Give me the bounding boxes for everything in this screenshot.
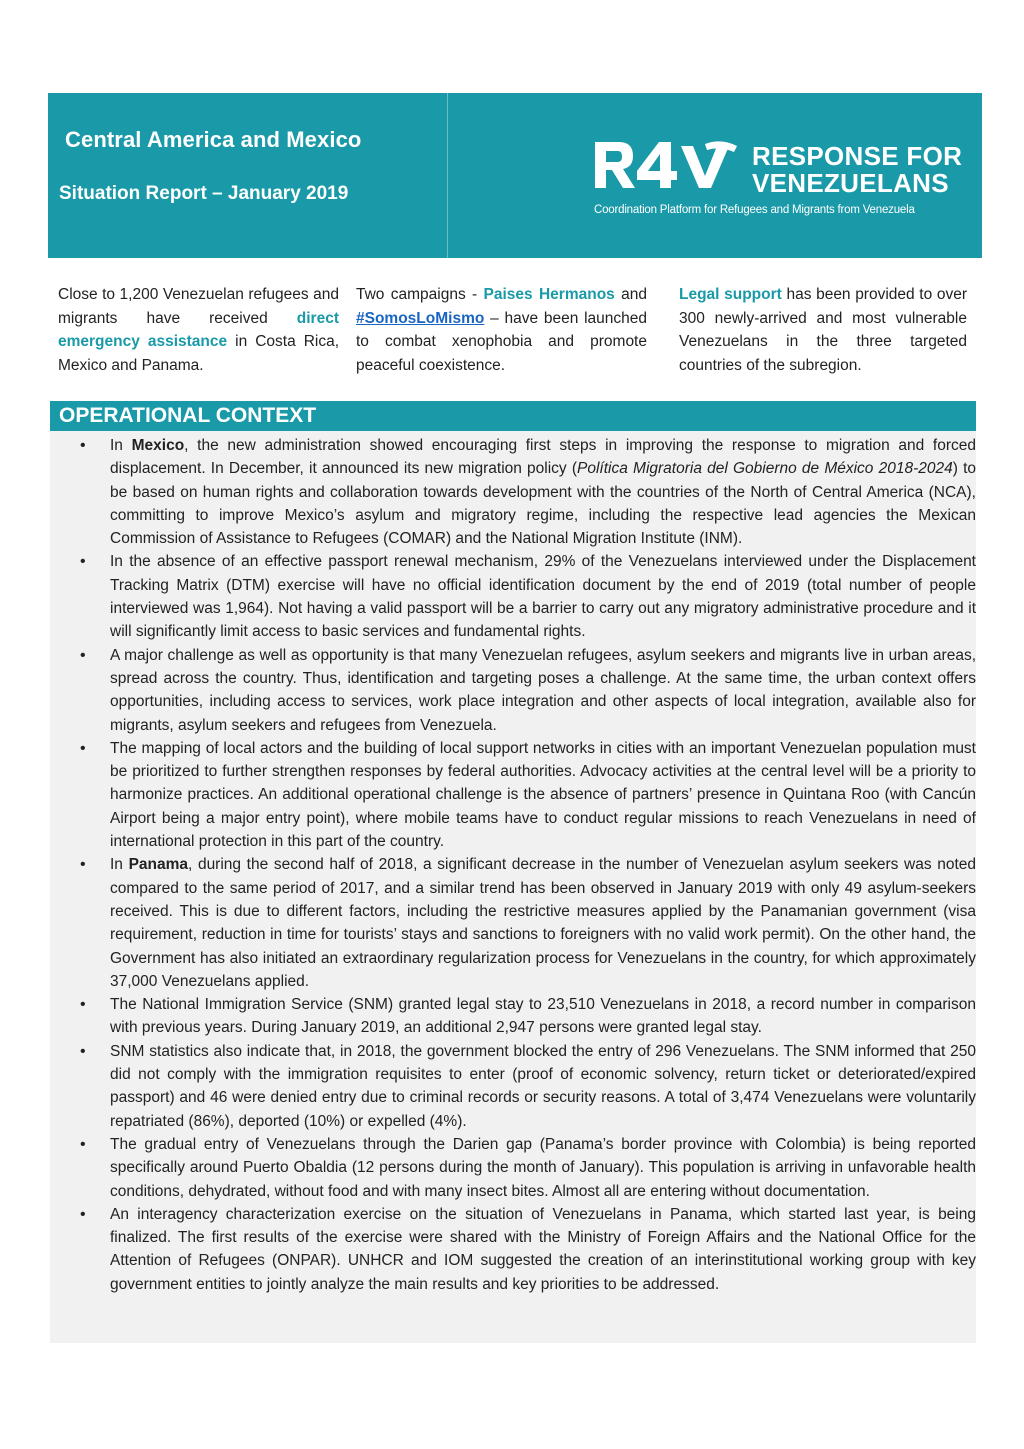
bullet-text: The mapping of local actors and the building of local support networks in cities with an important Venezuelan population must be prioritized to further strengthen responses by federal authorities. Advocacy activities at the central level will be a priority to harmonize practices. An additional operational challenge is the absence of partners’ presence in Quintana Roo (with Cancún Airport being a major entry point), where mobile teams have to conduct regular missions to reach Venezuelans in need of international protection in this part of the country. bbox=[110, 739, 976, 851]
context-bullet bbox=[50, 644, 976, 737]
logo-tagline: Coordination Platform for Refugees and Migrants from Venezuela bbox=[594, 204, 915, 216]
bullet-text: An interagency characterization exercise on the situation of Venezuelans in Panama, which started last year, is being finalized. The first results of the exercise were shared with the Ministry of Foreign Affairs and the National Office for the Attention of Refugees (ONPAR). UNHCR and IOM suggested the creation of an interinstitutional working group with key government entities to jointly analyze the main results and key priorities to be addressed. bbox=[110, 1205, 976, 1293]
bullet-text: Mexico bbox=[131, 437, 185, 454]
logo-text-line1: RESPONSE FOR bbox=[752, 141, 963, 171]
highlight-3 bbox=[679, 283, 967, 377]
report-title: Central America and Mexico bbox=[65, 127, 362, 152]
highlight-text: and bbox=[614, 286, 647, 303]
operational-context-list bbox=[50, 434, 976, 1296]
highlight-text: – have been launched to combat xenophobia and promote peaceful coexistence. bbox=[356, 309, 647, 374]
bullet-text: In the absence of an effective passport renewal mechanism, 29% of the Venezuelans interviewed under the Displacement Tracking Matrix (DTM) exercise will have no official identification document by the end of 2019 (total number of people interviewed was 1,964). Not having a valid passport will be a barrier to carry out any migratory administrative procedure and it will significantly limit access to basic services and fundamental rights. bbox=[110, 553, 976, 641]
bullet-text: A major challenge as well as opportunity is that many Venezuelan refugees, asylum seekers and migrants live in urban areas, spread across the country. Thus, identification and targeting poses a challenge. At the same time, the urban context offers opportunities, including access to services, work place integration and other aspects of local integration, available also for migrants, asylum seekers and refugees from Venezuela. bbox=[110, 646, 976, 734]
context-bullet bbox=[50, 993, 976, 1040]
context-bullet bbox=[50, 853, 976, 993]
bullet-text: Política Migratoria del Gobierno de México 2018-2024 bbox=[577, 460, 953, 478]
bullet-text: The National Immigration Service (SNM) granted legal stay to 23,510 Venezuelans in 2018, a record number in comparison with previous years. During January 2019, an additional 2,947 persons were granted legal stay. bbox=[110, 996, 976, 1037]
report-subtitle: Situation Report – January 2019 bbox=[59, 183, 349, 204]
context-bullet bbox=[50, 550, 976, 643]
context-bullet bbox=[50, 434, 976, 550]
highlight-text: has been provided to over 300 newly-arrived and most vulnerable Venezuelans in the three targeted countries of the subregion. bbox=[679, 286, 967, 374]
r4v-logo-mark-icon bbox=[593, 140, 739, 190]
logo-text-line2: VENEZUELANS bbox=[752, 168, 949, 198]
section-header bbox=[50, 401, 976, 431]
context-bullet bbox=[50, 1040, 976, 1133]
hashtag-link[interactable]: #SomosLoMismo bbox=[356, 309, 485, 327]
context-bullet bbox=[50, 737, 976, 853]
bullet-text: Panama bbox=[128, 856, 189, 874]
context-bullet bbox=[50, 1203, 976, 1296]
bullet-text: ) to be based on human rights and collaboration towards development with the countries of the North of Central America (NCA), committing to improve Mexico’s asylum and migratory regime, including the respective lead agencies the Mexican Commission of Assistance to Refugees (COMAR) and the National Migration Institute (INM). bbox=[110, 460, 976, 548]
report-banner bbox=[48, 93, 982, 258]
highlight-emphasis: direct emergency assistance bbox=[58, 309, 339, 350]
bullet-text: In bbox=[110, 437, 132, 454]
highlight-text: in Costa Rica, Mexico and Panama. bbox=[58, 333, 340, 374]
highlight-text: Two campaigns - bbox=[356, 286, 484, 303]
r4v-logo-text bbox=[752, 143, 962, 197]
context-bullet bbox=[50, 1133, 976, 1203]
bullet-text: , during the second half of 2018, a significant decrease in the number of Venezuelan asylum seekers was noted compared to the same period of 2017, and a similar trend has been observed in January 2019 with only 49 asylum-seekers received. This is due to different factors, including the restrictive measures applied by the Panamanian government (visa requirement, reduction in time for tourists’ stays and sanctions to foreigners with no valid work permit). On the other hand, the Government has also initiated an extraordinary regularization process for Venezuelans in the country, for which approximately 37,000 Venezuelans applied. bbox=[110, 856, 976, 990]
highlight-emphasis: Paises Hermanos bbox=[483, 286, 615, 303]
bullet-text: The gradual entry of Venezuelans through the Darien gap (Panama’s border province with Colombia) is being reported specifically around Puerto Obaldia (12 persons during the month of January). This population is arriving in unfavorable health conditions, dehydrated, without food and with many insect bites. Almost all are entering without documentation. bbox=[110, 1135, 976, 1200]
section-title: OPERATIONAL CONTEXT bbox=[59, 404, 317, 427]
banner-title-area bbox=[48, 93, 448, 258]
highlight-emphasis: Legal support bbox=[679, 286, 782, 303]
bullet-text: SNM statistics also indicate that, in 2018, the government blocked the entry of 296 Venezuelans. The SNM informed that 250 did not comply with the immigration requisites to enter (proof of economic solvency, return ticket or deteriorated/expired passport) and 46 were denied entry due to criminal records or security reasons. A total of 3,474 Venezuelans were voluntarily repatriated (86%), deported (10%) or expelled (4%). bbox=[110, 1042, 976, 1130]
highlight-2 bbox=[356, 283, 647, 377]
highlight-text: Close to 1,200 Venezuelan refugees and migrants have received bbox=[58, 286, 339, 327]
highlight-1 bbox=[58, 283, 339, 377]
r4v-logo bbox=[448, 93, 982, 258]
bullet-text: , the new administration showed encouraging first steps in improving the response to migration and forced displacement. In December, it announced its new migration policy ( bbox=[110, 437, 976, 478]
bullet-text: In bbox=[110, 856, 129, 874]
